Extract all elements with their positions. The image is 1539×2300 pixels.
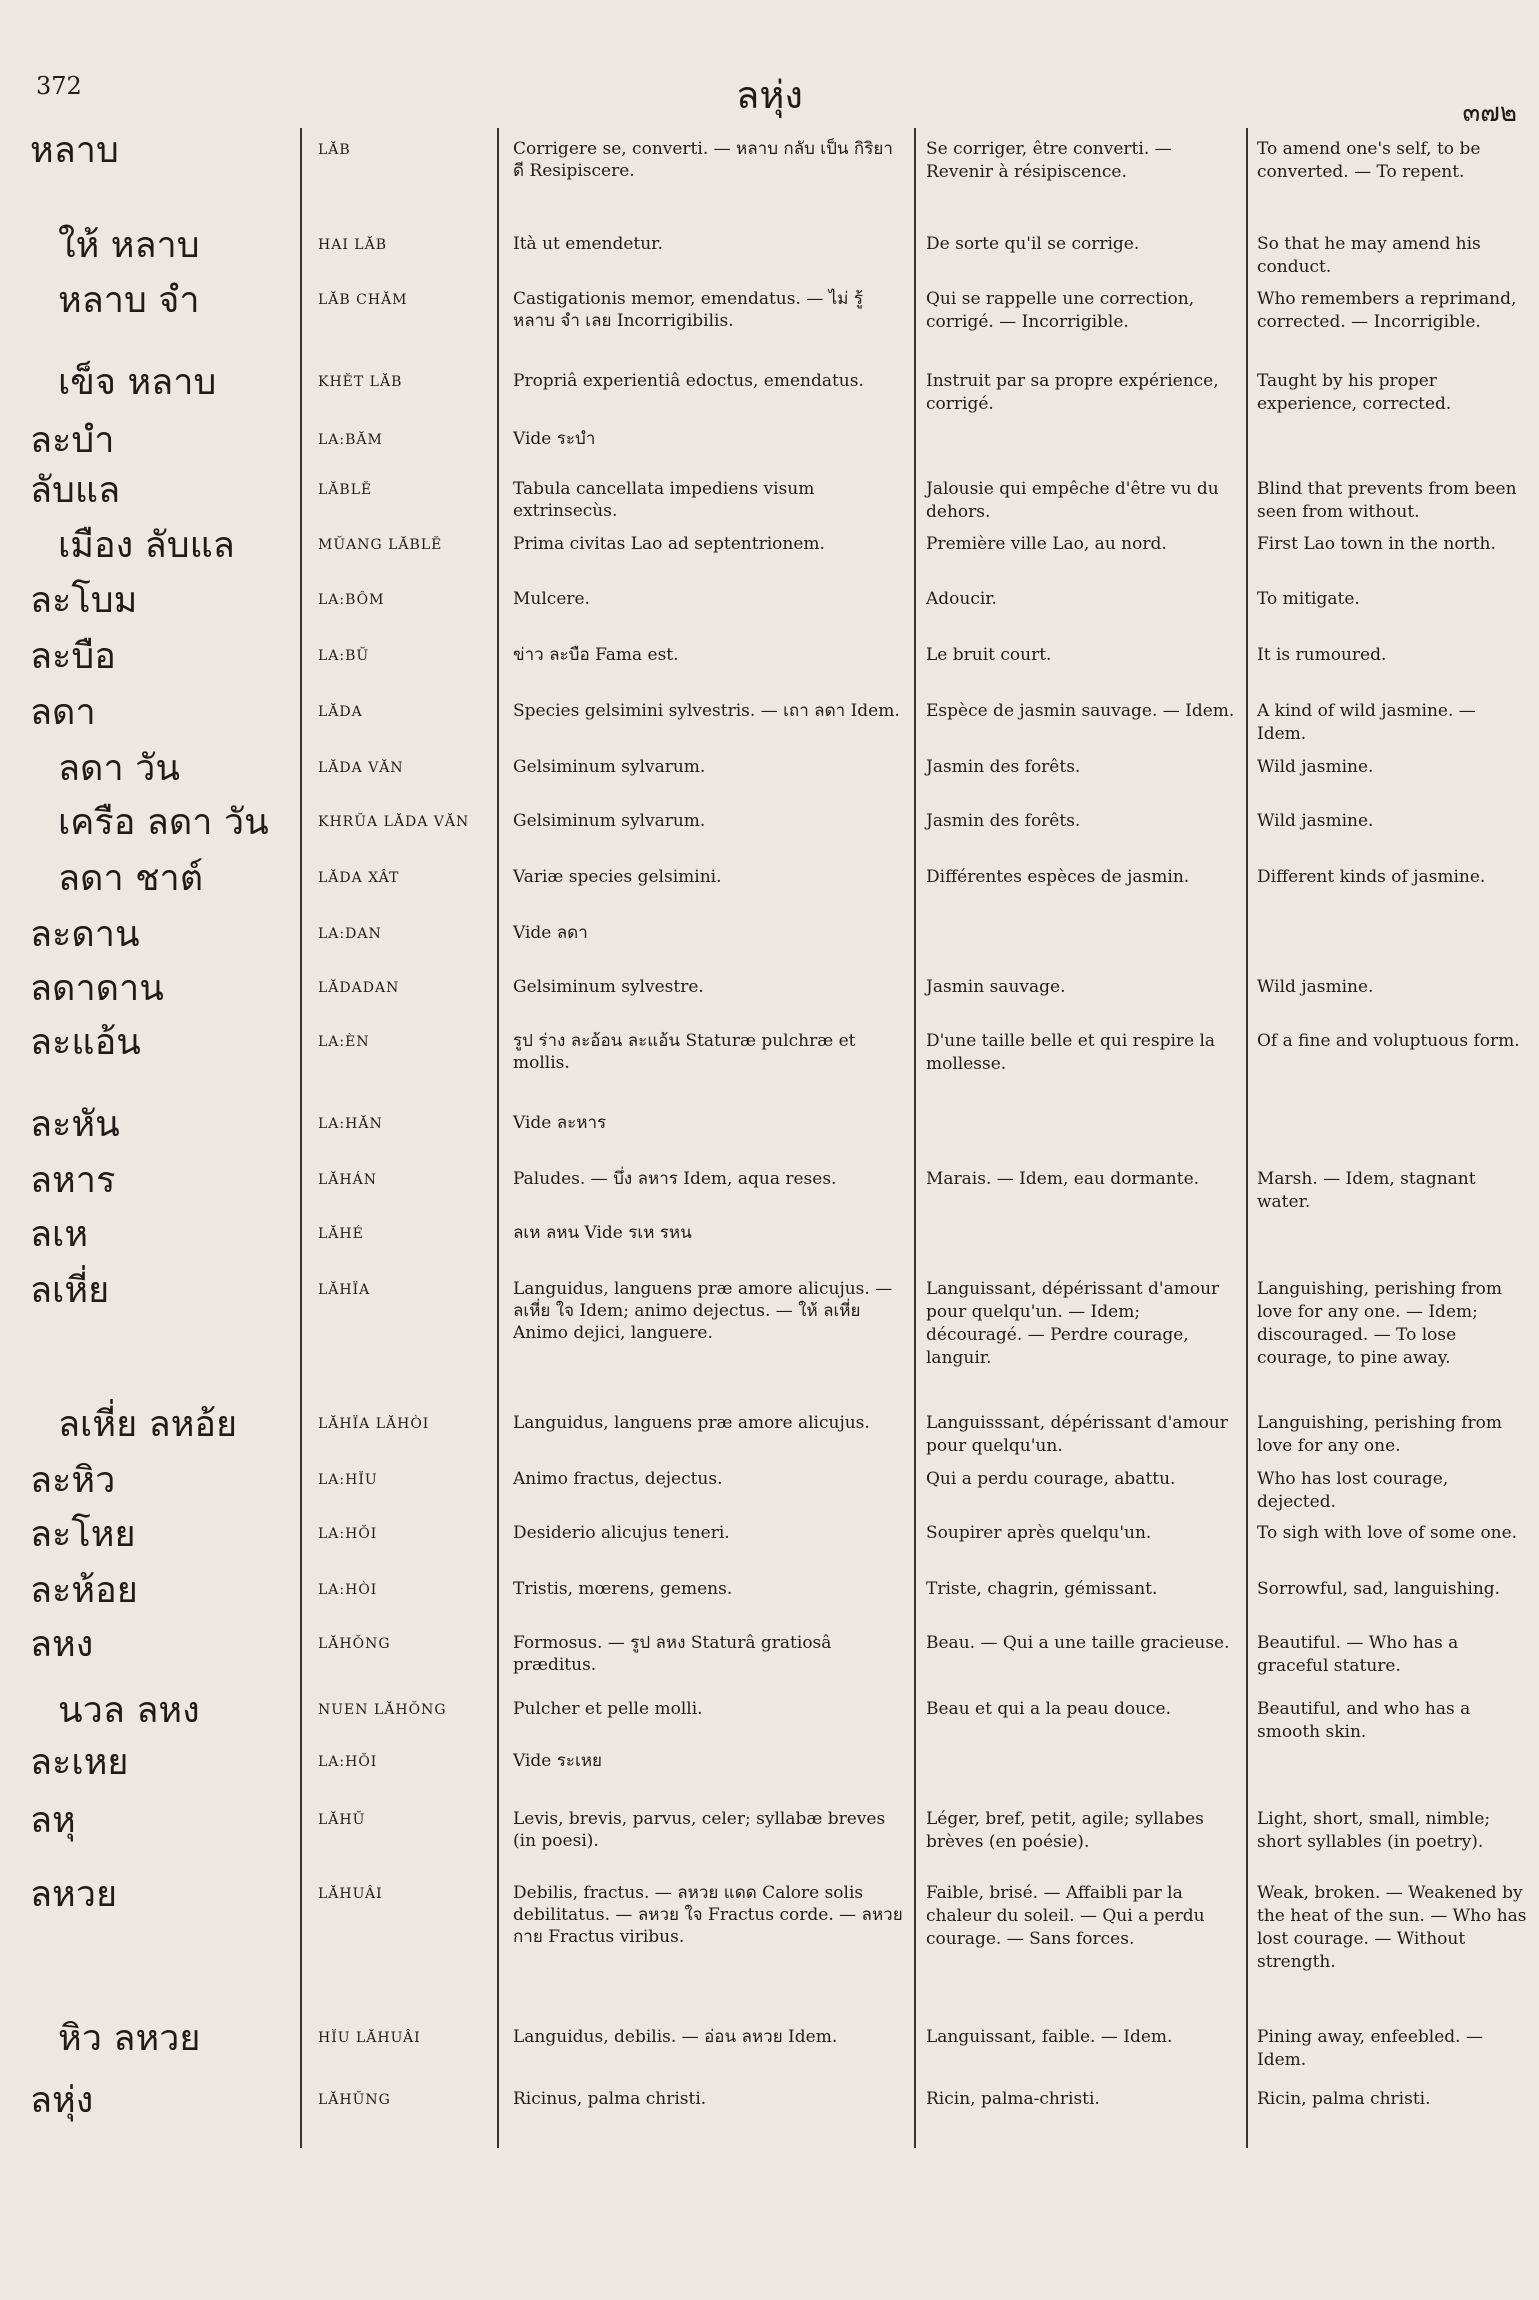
entry-romanization: LĂHUÂI: [318, 1886, 383, 1902]
column-rule-2: [497, 128, 499, 2148]
entry-romanization: LA:HĬU: [318, 1472, 378, 1488]
entry-latin: Debilis, fractus. — ลหวย แดด Calore solis debilitatus. — ลหวย ใจ Fractus corde. — ลหวย กาย Fractus viribus.: [513, 1883, 903, 1947]
entry-romanization: NUEN LĂHŎNG: [318, 1702, 447, 1718]
entry-romanization: LĂHÏA LĂHÒI: [318, 1416, 430, 1432]
entry-headword: ละเหย: [30, 1742, 129, 1783]
entry-french: Triste, chagrin, gémissant.: [926, 1579, 1158, 1599]
entry-headword: ละบือ: [30, 636, 116, 677]
entry-english: Beautiful, and who has a smooth skin.: [1257, 1699, 1471, 1742]
entry-english: Wild jasmine.: [1257, 757, 1374, 777]
entry-french: Différentes espèces de jasmin.: [926, 867, 1190, 887]
entry-latin: Mulcere.: [513, 589, 590, 609]
entry-english: Light, short, small, nimble; short syllables (in poetry).: [1257, 1809, 1491, 1852]
entry-headword: หิว ลหวย: [58, 2018, 201, 2059]
entry-headword: เมือง ลับแล: [58, 525, 235, 566]
entry-headword: หลาบ จำ: [58, 280, 200, 321]
entry-french: Instruit par sa propre expérience, corrigé.: [926, 371, 1219, 414]
entry-french: Léger, bref, petit, agile; syllabes brèves (en poésie).: [926, 1809, 1204, 1852]
entry-romanization: LĂHÏA: [318, 1282, 371, 1298]
entry-headword: ละหัน: [30, 1104, 120, 1145]
entry-french: Jasmin sauvage.: [926, 977, 1066, 997]
thai-page-number: ๓๗๒: [1462, 98, 1517, 128]
entry-romanization: LA:HĂN: [318, 1116, 383, 1132]
entry-english: To mitigate.: [1257, 589, 1360, 609]
entry-headword: นวล ลหง: [58, 1690, 200, 1731]
entry-english: Who remembers a reprimand, corrected. — Incorrigible.: [1257, 289, 1517, 332]
entry-romanization: KHĔT LĂB: [318, 374, 403, 390]
entry-latin: Languidus, languens præ amore alicujus.: [513, 1413, 870, 1433]
entry-french: Qui se rappelle une correction, corrigé. — Incorrigible.: [926, 289, 1195, 332]
entry-french: Le bruit court.: [926, 645, 1052, 665]
entry-english: Weak, broken. — Weakened by the heat of the sun. — Who has lost courage. — Without strength.: [1257, 1883, 1527, 1972]
entry-latin: Languidus, languens præ amore alicujus. — ลเหี่ย ใจ Idem; animo dejectus. — ให้ ลเหี่ย Animo dejici, languere.: [513, 1279, 893, 1343]
entry-headword: ให้ หลาบ: [58, 225, 200, 266]
entry-romanization: HĬU LĂHUÂI: [318, 2030, 421, 2046]
entry-latin: รูป ร่าง ละอ้อน ละแอ้น Staturæ pulchræ et mollis.: [513, 1031, 856, 1073]
entry-latin: Ità ut emendetur.: [513, 234, 663, 254]
entry-french: Ricin, palma-christi.: [926, 2089, 1100, 2109]
column-rule-4: [1246, 128, 1248, 2148]
entry-english: Ricin, palma christi.: [1257, 2089, 1431, 2109]
entry-romanization: LĂBLĔ: [318, 482, 373, 498]
entry-french: Languissant, dépérissant d'amour pour quelqu'un. — Idem; découragé. — Perdre courage, languir.: [926, 1279, 1220, 1368]
entry-english: Who has lost courage, dejected.: [1257, 1469, 1449, 1512]
entry-romanization: LĂDADAN: [318, 980, 400, 996]
entry-english: Pining away, enfeebled. — Idem.: [1257, 2027, 1483, 2070]
entry-romanization: LA:BÔM: [318, 592, 385, 608]
entry-headword: ละโบม: [30, 580, 138, 621]
entry-headword: ละดาน: [30, 914, 140, 955]
entry-headword: ลดา วัน: [58, 748, 180, 789]
entry-headword: ลเห: [30, 1214, 89, 1255]
entry-headword: ลหุ่ง: [30, 2080, 94, 2121]
entry-romanization: LĂDA VĂN: [318, 760, 404, 776]
entry-romanization: LA:HŎI: [318, 1526, 378, 1542]
entry-latin: Tabula cancellata impediens visum extrinsecùs.: [513, 479, 815, 521]
entry-french: Jasmin des forêts.: [926, 811, 1081, 831]
column-rule-1: [300, 128, 302, 2148]
entry-latin: Vide ลดา: [513, 923, 588, 943]
entry-french: De sorte qu'il se corrige.: [926, 234, 1140, 254]
entry-french: Se corriger, être converti. — Revenir à résipiscence.: [926, 139, 1172, 182]
entry-english: Sorrowful, sad, languishing.: [1257, 1579, 1501, 1599]
entry-romanization: LĂB CHĂM: [318, 292, 408, 308]
entry-latin: Desiderio alicujus teneri.: [513, 1523, 730, 1543]
entry-romanization: LĂHÁN: [318, 1172, 377, 1188]
entry-latin: ข่าว ละบือ Fama est.: [513, 645, 679, 665]
entry-french: Languissant, faible. — Idem.: [926, 2027, 1173, 2047]
entry-english: First Lao town in the north.: [1257, 534, 1496, 554]
entry-romanization: LA:DAN: [318, 926, 382, 942]
entry-french: Beau. — Qui a une taille gracieuse.: [926, 1633, 1230, 1653]
entry-latin: Formosus. — รูป ลหง Staturâ gratiosâ præditus.: [513, 1633, 832, 1675]
entry-headword: ลดาดาน: [30, 968, 164, 1009]
entry-french: Jasmin des forêts.: [926, 757, 1081, 777]
entry-english: To sigh with love of some one.: [1257, 1523, 1518, 1543]
entry-french: Soupirer après quelqu'un.: [926, 1523, 1152, 1543]
entry-headword: เข็จ หลาบ: [58, 362, 217, 403]
entry-latin: Vide ละหาร: [513, 1113, 607, 1133]
entry-latin: Gelsiminum sylvarum.: [513, 757, 706, 777]
entry-english: Taught by his proper experience, corrected.: [1257, 371, 1452, 414]
entry-english: To amend one's self, to be converted. — To repent.: [1257, 139, 1481, 182]
entry-romanization: KHRŬA LĂDA VĂN: [318, 814, 470, 830]
entry-headword: ลหง: [30, 1624, 94, 1665]
entry-latin: Pulcher et pelle molli.: [513, 1699, 703, 1719]
entry-latin: Languidus, debilis. — อ่อน ลหวย Idem.: [513, 2027, 838, 2047]
entry-romanization: LĂHŎNG: [318, 1636, 391, 1652]
entry-latin: Paludes. — บึ่ง ลหาร Idem, aqua reses.: [513, 1169, 837, 1189]
entry-headword: ลเหี่ย ลหอ้ย: [58, 1404, 238, 1445]
entry-english: A kind of wild jasmine. — Idem.: [1257, 701, 1476, 744]
entry-headword: ละโหย: [30, 1514, 136, 1555]
entry-romanization: LĂHŬNG: [318, 2092, 391, 2108]
entry-english: It is rumoured.: [1257, 645, 1387, 665]
entry-romanization: LA:ÈN: [318, 1034, 370, 1050]
entry-latin: Vide ระบำ: [513, 429, 596, 449]
entry-latin: Castigationis memor, emendatus. — ไม่ รู้ หลาบ จำ เลย Incorrigibilis.: [513, 289, 863, 331]
entry-english: Different kinds of jasmine.: [1257, 867, 1486, 887]
entry-latin: Ricinus, palma christi.: [513, 2089, 707, 2109]
entry-romanization: LA:HŎI: [318, 1754, 378, 1770]
entry-latin: Gelsiminum sylvestre.: [513, 977, 704, 997]
entry-headword: ลดา: [30, 692, 96, 733]
entry-latin: Propriâ experientiâ edoctus, emendatus.: [513, 371, 864, 391]
column-rule-3: [914, 128, 916, 2148]
entry-english: Languishing, perishing from love for any one. — Idem; discouraged. — To lose courage, to pine away.: [1257, 1279, 1503, 1368]
entry-french: D'une taille belle et qui respire la mollesse.: [926, 1031, 1216, 1074]
entry-french: Beau et qui a la peau douce.: [926, 1699, 1172, 1719]
entry-romanization: LA:BĂM: [318, 432, 383, 448]
entry-romanization: LĂHÉ: [318, 1226, 364, 1242]
entry-romanization: HAI LĂB: [318, 237, 387, 253]
entry-french: Languisssant, dépérissant d'amour pour quelqu'un.: [926, 1413, 1228, 1456]
entry-headword: ลดา ชาต์: [58, 858, 204, 899]
entry-latin: Vide ระเหย: [513, 1751, 603, 1771]
entry-french: Faible, brisé. — Affaibli par la chaleur du soleil. — Qui a perdu courage. — Sans forces.: [926, 1883, 1205, 1949]
entry-latin: Species gelsimini sylvestris. — เถา ลดา Idem.: [513, 701, 900, 721]
entry-headword: ลหุ: [30, 1800, 76, 1841]
entry-english: Marsh. — Idem, stagnant water.: [1257, 1169, 1476, 1212]
entry-romanization: LA:BŬ: [318, 648, 370, 664]
entry-romanization: LĂB: [318, 142, 351, 158]
entry-romanization: LĂDA: [318, 704, 363, 720]
entry-french: Qui a perdu courage, abattu.: [926, 1469, 1176, 1489]
entry-latin: Prima civitas Lao ad septentrionem.: [513, 534, 825, 554]
entry-french: Marais. — Idem, eau dormante.: [926, 1169, 1200, 1189]
entry-latin: ลเห ลหน Vide รเห รหน: [513, 1223, 692, 1243]
entry-latin: Variæ species gelsimini.: [513, 867, 722, 887]
entry-french: Espèce de jasmin sauvage. — Idem.: [926, 701, 1235, 721]
entry-headword: ละบำ: [30, 420, 115, 461]
entry-french: Adoucir.: [926, 589, 997, 609]
entry-latin: Gelsiminum sylvarum.: [513, 811, 706, 831]
entry-english: Wild jasmine.: [1257, 977, 1374, 997]
entry-latin: Corrigere se, converti. — หลาบ กลับ เป็น กิริยา ดี Resipiscere.: [513, 139, 893, 181]
entry-english: So that he may amend his conduct.: [1257, 234, 1481, 277]
entry-headword: ลหาร: [30, 1160, 116, 1201]
entry-english: Beautiful. — Who has a graceful stature.: [1257, 1633, 1459, 1676]
entry-english: Blind that prevents from been seen from without.: [1257, 479, 1517, 522]
page-number: 372: [36, 72, 82, 100]
entry-latin: Levis, brevis, parvus, celer; syllabæ breves (in poesi).: [513, 1809, 886, 1851]
entry-headword: เครือ ลดา วัน: [58, 802, 269, 843]
entry-headword: ลับแล: [30, 470, 121, 511]
entry-english: Languishing, perishing from love for any one.: [1257, 1413, 1503, 1456]
entry-headword: ละแอ้น: [30, 1022, 141, 1063]
entry-headword: ลหวย: [30, 1874, 118, 1915]
entry-romanization: LĂDA XÂT: [318, 870, 400, 886]
entry-latin: Animo fractus, dejectus.: [513, 1469, 723, 1489]
entry-headword: ละห้อย: [30, 1570, 138, 1611]
entry-headword: หลาบ: [30, 130, 119, 171]
entry-romanization: MŬANG LĂBLĔ: [318, 537, 443, 553]
entry-romanization: LA:HÒI: [318, 1582, 378, 1598]
entry-romanization: LĂHŬ: [318, 1812, 366, 1828]
entry-headword: ละหิว: [30, 1460, 116, 1501]
entry-english: Of a fine and voluptuous form.: [1257, 1031, 1520, 1051]
running-head: ลหุ่ง: [736, 73, 803, 117]
entry-french: Jalousie qui empêche d'être vu du dehors.: [926, 479, 1219, 522]
entry-english: Wild jasmine.: [1257, 811, 1374, 831]
entry-latin: Tristis, mœrens, gemens.: [513, 1579, 733, 1599]
entry-french: Première ville Lao, au nord.: [926, 534, 1167, 554]
entry-headword: ลเหี่ย: [30, 1270, 110, 1311]
